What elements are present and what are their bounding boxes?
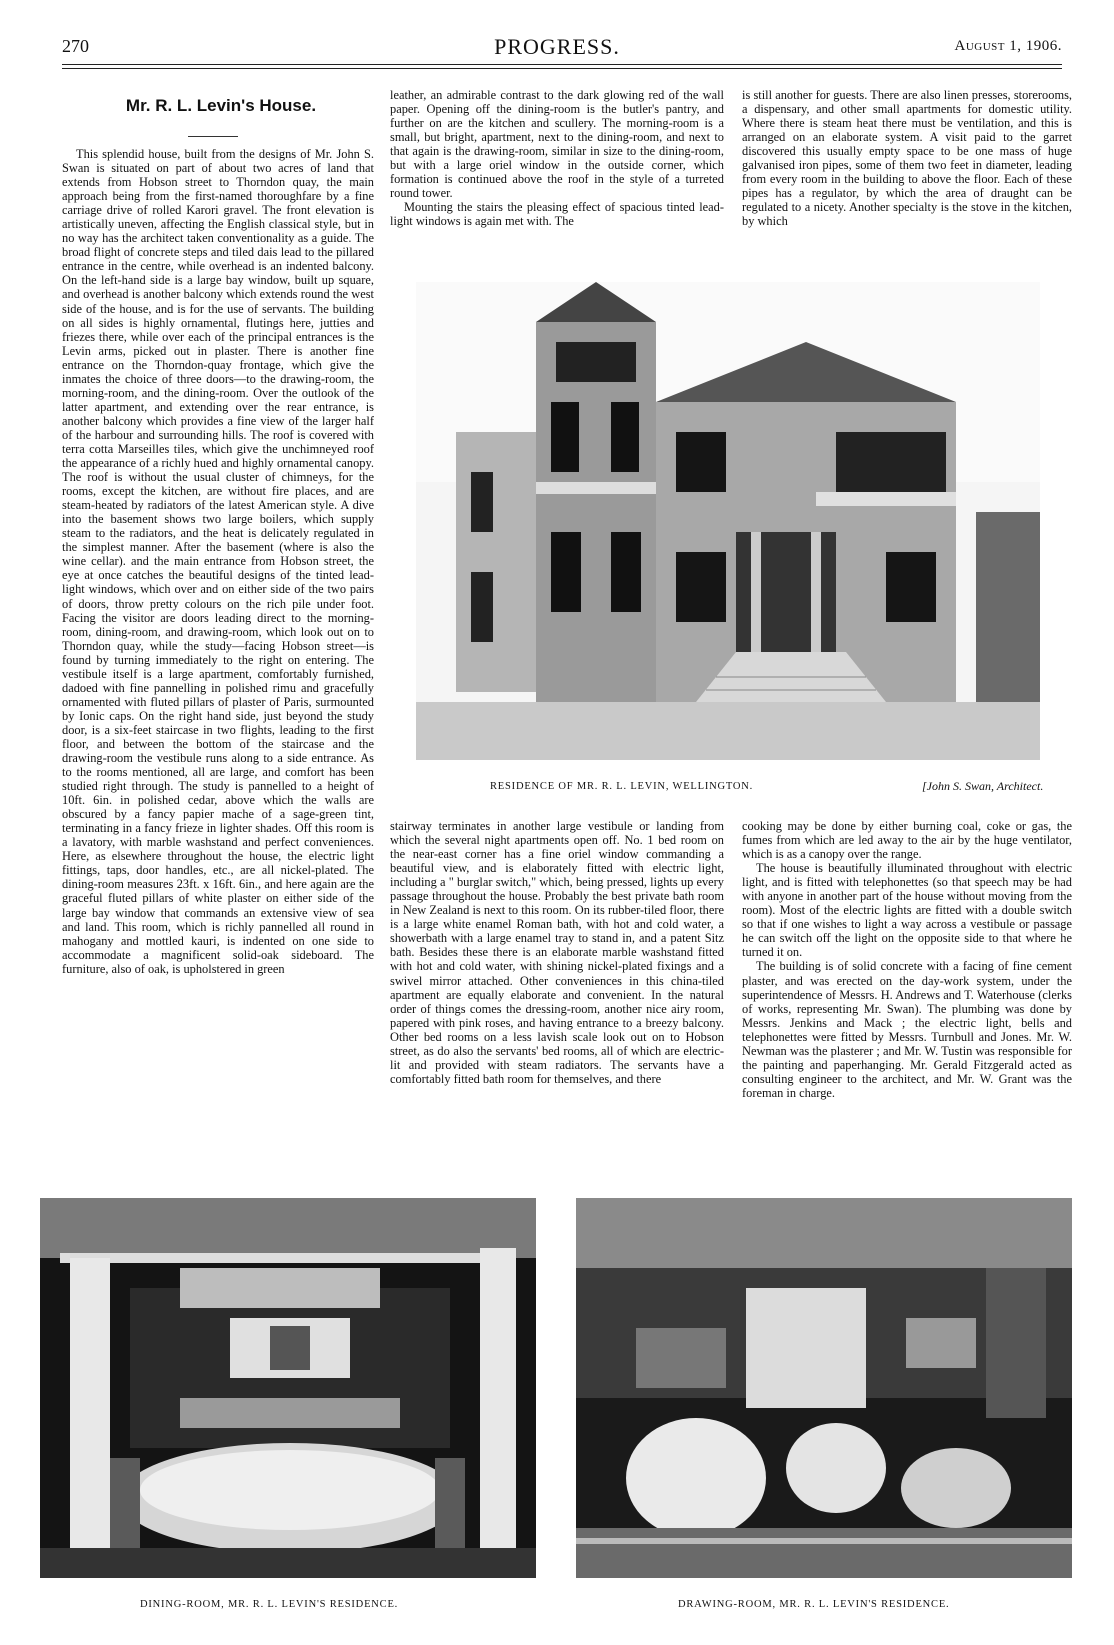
header-rule-double	[62, 68, 1062, 69]
page-number: 270	[62, 36, 89, 56]
dining-room-photo	[40, 1198, 536, 1578]
drawing-room-illustration	[576, 1198, 1072, 1578]
paragraph: is still another for guests. There are also linen presses, storerooms, a dispensary, and other small apartments for domestic utility. Where there is steam heat there must be ventilation, and this is arranged on an elaborate system. A visit paid to the garret discovered this usually empty space to be one mass of huge galvanised iron pipes, some of them two feet in diameter, leading from every room in the building to above the floor. Each of these pipes has a regulator, by which the area of draught can be regulated to a nicety. Another specialty is the stove in the kitchen, by which	[742, 88, 1072, 229]
masthead-title: PROGRESS.	[494, 34, 620, 59]
residence-credit: [John S. Swan, Architect.	[922, 779, 1044, 793]
drawing-room-photo	[576, 1198, 1072, 1578]
article-column-3-top	[742, 88, 1072, 228]
paragraph: The house is beautifully illuminated throughout with electric light, and is fitted with telephonettes (so that speech may be had with anyone in another part of the house without moving from the room). Most of the electric lights are fitted with a double switch so that if one wishes to light a way across a vestibule or passage he can switch off the light on the opposite side to that where he turned it on.	[742, 861, 1072, 960]
paragraph: The building is of solid concrete with a facing of fine cement plaster, and was erected on the day-work system, under the superintendence of Messrs. H. Andrews and T. Waterhouse (clerks of works, representing Mr. Swan). The plumbing was done by Messrs. Jenkins and Mack ; the electric light, bells and telephonettes were fitted by Messrs. Turnbull and Jones. Mr. W. Newman was the plasterer ; and Mr. W. Tustin was responsible for the painting and paperhanging. Mr. Gerald Fitzgerald acted as consulting engineer to the architect, and Mr. W. Grant was the foreman in charge.	[742, 959, 1072, 1100]
paragraph: cooking may be done by either burning coal, coke or gas, the fumes from which are led away to the air by the huge ventilator, which is as a canopy over the range.	[742, 819, 1072, 862]
paragraph: leather, an admirable contrast to the dark glowing red of the wall paper. Opening off the dining-room is the butler's pantry, and further on are the kitchen and scullery. The morning-room is a small, but bright, apartment, next to the dining-room, and next to that again is the drawing-room, similar in size to the dining-room, but with a large oriel window in the outside corner, which formation is continued above the roof in the style of a turreted round tower.	[390, 88, 724, 201]
header-rule	[62, 64, 1062, 65]
paragraph: stairway terminates in another large vestibule or landing from which the several night apartments open off. No. 1 bed room on the near-east corner has a fine oriel window commanding a beautiful view, and is elaborately fitted with electric light, including a " burglar switch," which, being pressed, lights up every passage throughout the house. Probably the best private bath room in New Zealand is next to this room. On its rubber-tiled floor, there is a large white enamel Roman bath, with hot and cold water, a showerbath with a large enamel tray to stand in, and a patent Sitz bath. Besides these there is an elaborate marble washstand fitted with hot and cold water, with shining nickel-plated fixings and a swivel mirror attached. Other conveniences in this china-tiled apartment are equally elaborate and convenient. In the natural order of things comes the dressing-room, another nice airy room, papered with pink roses, and having entrance to a breezy balcony. Other bed rooms on a less lavish scale look out on to Hobson street, as do also the servants' bed rooms, all of which are electric-lit and provided with steam radiators. The servants have a comfortably fitted bath room for themselves, and there	[390, 819, 724, 1086]
article-column-1	[62, 147, 374, 976]
article-column-2-top	[390, 88, 724, 228]
residence-caption: RESIDENCE OF MR. R. L. LEVIN, WELLINGTON.	[490, 781, 754, 792]
article-column-2-bottom	[390, 819, 724, 1086]
paragraph: Mounting the stairs the pleasing effect of spacious tinted lead-light windows is again met with. The	[390, 200, 724, 229]
title-divider	[188, 136, 238, 137]
residence-illustration	[416, 282, 1040, 760]
residence-photo	[416, 282, 1040, 760]
paragraph: This splendid house, built from the designs of Mr. John S. Swan is situated on part of about two acres of land that extends from Hobson street to Thorndon quay, the main approach being from the first-named thoroughfare by a fine carriage drive of rolled Karori gravel. The front elevation is artistically uneven, affecting the English classical style, but in no way has the architect taken conventionality as a guide. The broad flight of concrete steps and tiled dais lead to the pillared entrance in the centre, while overhead is an indented balcony. On the left-hand side is a large bay window, built up square, and overhead is another balcony which extends round the west side of the house, and is for the use of servants. The building on all sides is highly ornamental, flutings here, jutties and friezes there, while over each of the principal entrances is the Levin arms, picked out in plaster. There is another fine entrance on the Thorndon-quay frontage, which give the inmates the choice of three doors—to the drawing-room, the morning-room, and the dining-room. Over the outlook of the latter apartment, and extending over the rear entrance, is another balcony which provides a fine view of the larger half of the harbour and surrounding hills. The roof is covered with terra cotta Marseilles tiles, which give the unchimneyed roof the appearance of a richly hued and highly ornamental canopy. The roof is without the usual cluster of chimneys, for the rooms, except the kitchen, are without fire places, and are steam-heated by radiators of the latest American style. A dive into the basement shows two large boilers, which supply steam to the radiators, and the heat is delicately regulated in the simplest manner. After the basement (where is also the wine cellar). and the main entrance from Hobson street, the eye at once catches the beautiful designs of the tinted lead-light windows, which over and on either side of the two pairs of doors, throw pretty colours on the rich pile under foot. Facing the visitor are doors leading direct to the morning-room, dining-room, and drawing-room, which look out on to Thorndon quay, while the study—facing Hobson street—is found by turning immediately to the right on entering. The vestibule itself is a large apartment, comfortably furnished, dadoed with fine pannelling in polished rimu and gracefully ornamented with fluted pillars of plaster of Paris, surmounted by Ionic caps. On the right hand side, just beyond the study door, is a six-feet staircase in two flights, leading to the first floor, and between the bottom of the staircase and the drawing-room the vestibule runs along to a side entrance. As to the rooms mentioned, all are large, and comfort has been studied right through. The study is pannelled to a height of 10ft. 6in. in polished cedar, above which the walls are obscured by a fancy papier mache of a sage-green tint, terminating in a fancy frieze in lighter shades. Off this room is a lavatory, with marble washstand and perfect conveniences. Here, as elsewhere throughout the house, the electric light fittings, taps, door handles, etc., are all nickel-plated. The dining-room measures 23ft. x 16ft. 6in., and here again are the graceful fluted pillars of white plaster on either side of the large bay window that commands an extensive view of sea and land. This room, which is richly pannelled all round in mahogany and mottled kauri, is indented on one side to accommodate a magnificent solid-oak sideboard. The furniture, also of oak, is upholstered in green	[62, 147, 374, 976]
article-column-3-bottom	[742, 819, 1072, 1100]
drawing-room-caption: DRAWING-ROOM, MR. R. L. LEVIN'S RESIDENCE.	[678, 1599, 950, 1610]
dining-room-illustration	[40, 1198, 536, 1578]
article-title: Mr. R. L. Levin's House.	[125, 96, 317, 115]
dining-room-caption: DINING-ROOM, MR. R. L. LEVIN'S RESIDENCE.	[140, 1599, 399, 1610]
issue-date: August 1, 1906.	[954, 38, 1062, 54]
